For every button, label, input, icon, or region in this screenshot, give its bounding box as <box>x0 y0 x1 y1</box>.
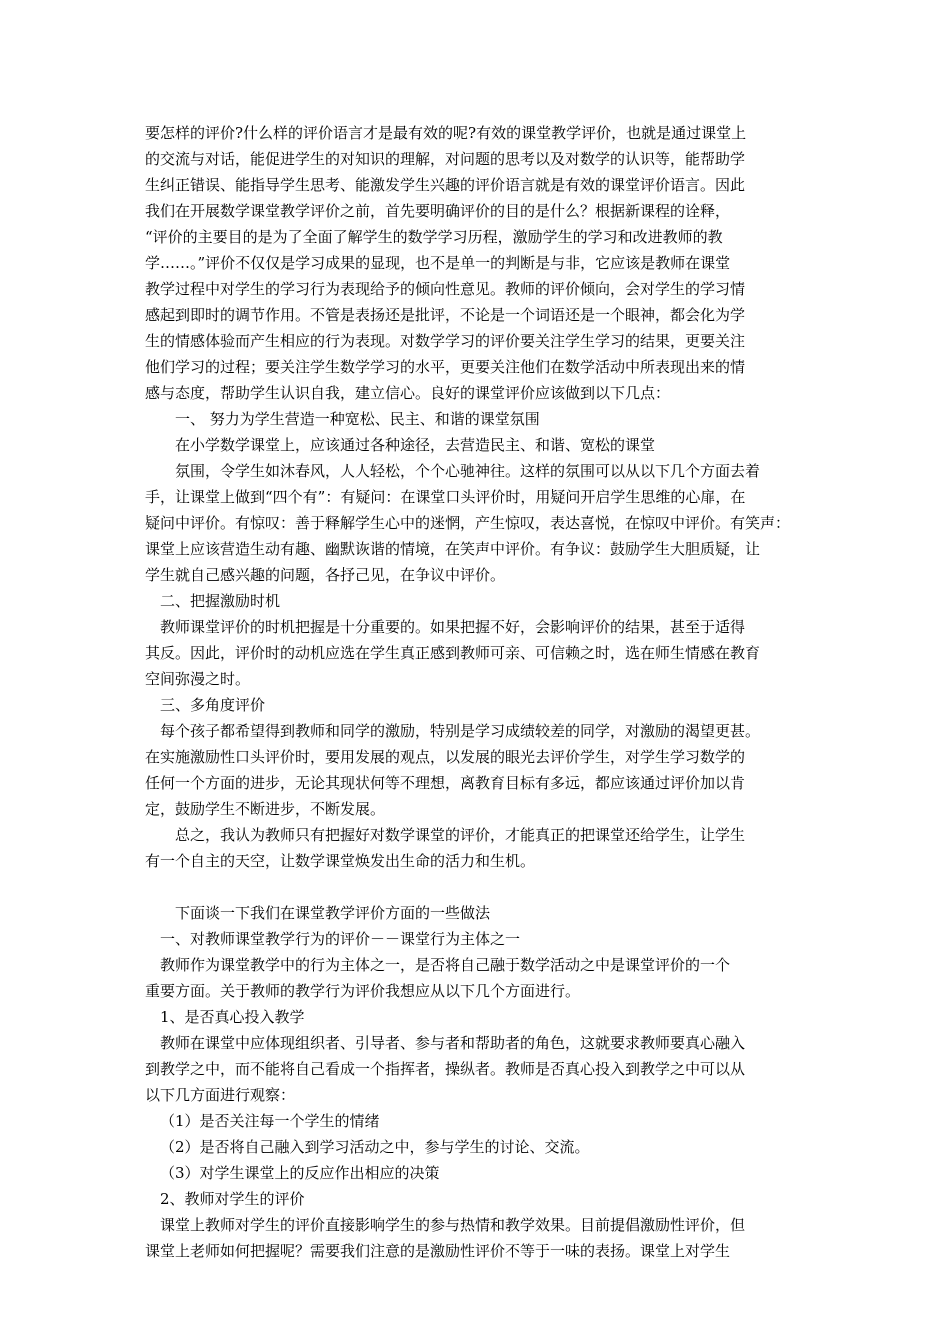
text-line: 课堂上老师如何把握呢？需要我们注意的是激励性评价不等于一味的表扬。课堂上对学生 <box>145 1242 731 1260</box>
text-line: 生纠正错误、能指导学生思考、能激发学生兴趣的评价语言就是有效的课堂评价语言。因此 <box>145 176 746 194</box>
text-line: 总之，我认为教师只有把握好对数学课堂的评价，才能真正的把课堂还给学生，让学生 <box>175 826 746 844</box>
document-body <box>145 120 825 1264</box>
section-heading: 一、对教师课堂教学行为的评价－－课堂行为主体之一 <box>160 930 521 948</box>
list-item: （1）是否关注每一个学生的情绪 <box>160 1112 380 1130</box>
text-line: 疑问中评价。有惊叹：善于释解学生心中的迷惘，产生惊叹，表达喜悦，在惊叹中评价。有笑声： <box>145 514 791 532</box>
text-line: 要怎样的评价?什么样的评价语言才是最有效的呢?有效的课堂教学评价，也就是通过课堂上 <box>145 124 747 142</box>
text-line: 的交流与对话，能促进学生的对知识的理解，对问题的思考以及对数学的认识等，能帮助学 <box>145 150 746 168</box>
text-line: 每个孩子都希望得到教师和同学的激励，特别是学习成绩较差的同学，对激励的渴望更甚。 <box>160 722 761 740</box>
section-heading: 1、是否真心投入教学 <box>160 1008 305 1026</box>
text-line: 他们学习的过程；要关注学生数学学习的水平，更要关注他们在数学活动中所表现出来的情 <box>145 358 746 376</box>
text-line: 以下几方面进行观察： <box>145 1086 296 1104</box>
text-line: 生的情感体验而产生相应的行为表现。对数学学习的评价要关注学生学习的结果，更要关注 <box>145 332 746 350</box>
section-heading: 二、把握激励时机 <box>160 592 281 610</box>
text-line: 教师作为课堂教学中的行为主体之一，是否将自己融于数学活动之中是课堂评价的一个 <box>160 956 731 974</box>
text-line: 教师课堂评价的时机把握是十分重要的。如果把握不好，会影响评价的结果，甚至于适得 <box>160 618 746 636</box>
text-line: 到教学之中，而不能将自己看成一个指挥者，操纵者。教师是否真心投入到教学之中可以从 <box>145 1060 746 1078</box>
text-line: 教师在课堂中应体现组织者、引导者、参与者和帮助者的角色，这就要求教师要真心融入 <box>160 1034 746 1052</box>
text-line: “评价的主要目的是为了全面了解学生的数学学习历程，激励学生的学习和改进教师的教 <box>145 228 723 246</box>
text-line: 教学过程中对学生的学习行为表现给予的倾向性意见。教师的评价倾向，会对学生的学习情 <box>145 280 746 298</box>
text-line: 氛围，令学生如沐春风，人人轻松，个个心驰神往。这样的氛围可以从以下几个方面去着 <box>175 462 761 480</box>
text-line: 课堂上应该营造生动有趣、幽默诙谐的情境，在笑声中评价。有争议：鼓励学生大胆质疑，让 <box>145 540 761 558</box>
section-heading: 一、 努力为学生营造一种宽松、民主、和谐的课堂氛围 <box>175 410 540 428</box>
section-heading: 下面谈一下我们在课堂教学评价方面的一些做法 <box>175 904 491 922</box>
text-line: 空间弥漫之时。 <box>145 670 251 688</box>
text-line: 学……。”评价不仅仅是学习成果的显现，也不是单一的判断是与非，它应该是教师在课堂 <box>145 254 731 272</box>
text-line: 任何一个方面的进步，无论其现状何等不理想，离教育目标有多远，都应该通过评价加以肯 <box>145 774 746 792</box>
section-heading: 三、多角度评价 <box>160 696 266 714</box>
text-line: 我们在开展数学课堂教学评价之前，首先要明确评价的目的是什么？根据新课程的诠释， <box>145 202 731 220</box>
text-line: 手，让课堂上做到“四个有”：有疑问：在课堂口头评价时，用疑问开启学生思维的心扉，在 <box>145 488 746 506</box>
text-line: 在实施激励性口头评价时，要用发展的观点，以发展的眼光去评价学生，对学生学习数学的 <box>145 748 746 766</box>
paragraph-gap <box>145 874 825 900</box>
text-line: 重要方面。关于教师的教学行为评价我想应从以下几个方面进行。 <box>145 982 581 1000</box>
text-line: 学生就自己感兴趣的问题，各抒己见，在争议中评价。 <box>145 566 506 584</box>
list-item: （2）是否将自己融入到学习活动之中，参与学生的讨论、交流。 <box>160 1138 590 1156</box>
list-item: （3）对学生课堂上的反应作出相应的决策 <box>160 1164 440 1182</box>
text-line: 在小学数学课堂上，应该通过各种途径，去营造民主、和谐、宽松的课堂 <box>175 436 656 454</box>
text-line: 其反。因此，评价时的动机应选在学生真正感到教师可亲、可信赖之时，选在师生情感在教育 <box>145 644 761 662</box>
text-line: 感起到即时的调节作用。不管是表扬还是批评，不论是一个词语还是一个眼神，都会化为学 <box>145 306 746 324</box>
text-line: 有一个自主的天空，让数学课堂焕发出生命的活力和生机。 <box>145 852 536 870</box>
text-line: 课堂上教师对学生的评价直接影响学生的参与热情和教学效果。目前提倡激励性评价，但 <box>160 1216 746 1234</box>
section-heading: 2、教师对学生的评价 <box>160 1190 305 1208</box>
text-line: 定，鼓励学生不断进步，不断发展。 <box>145 800 386 818</box>
text-line: 感与态度，帮助学生认识自我，建立信心。良好的课堂评价应该做到以下几点： <box>145 384 671 402</box>
